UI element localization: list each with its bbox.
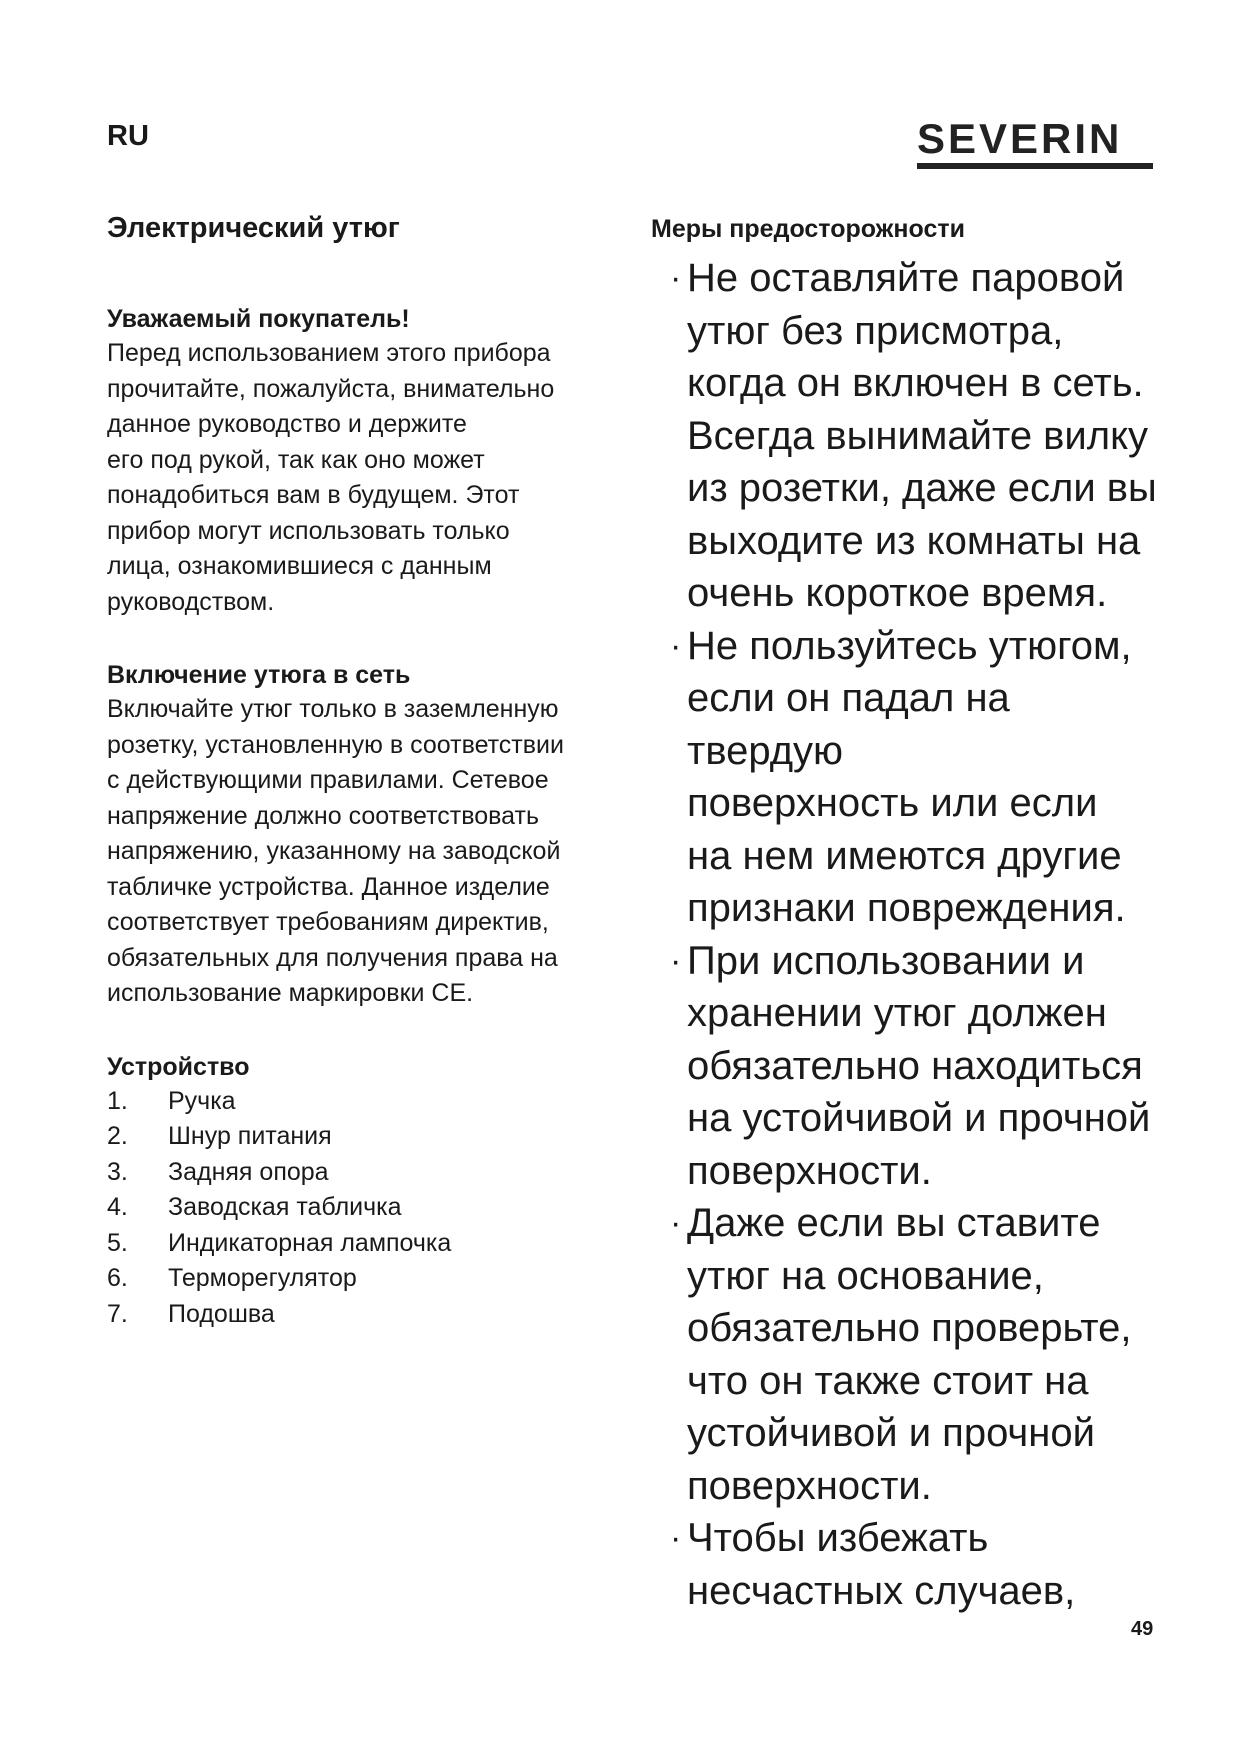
item-label: Ручка	[168, 1086, 236, 1115]
list-item	[107, 1190, 667, 1226]
brand-name: SEVERIN	[917, 115, 1123, 162]
list-item	[107, 1226, 667, 1262]
list-item	[107, 1119, 667, 1155]
page-number: 49	[1131, 1618, 1154, 1640]
section-text: Включайте утюг только в заземленную розетку, установленную в соответствии с действующими правилами. Сетевое напряжение должно соответствовать напряжению, указанному на заводской табличке устройства. Данное изделие соответствует требованиям директив, обязательных для получения права на использование маркировки CE.	[107, 695, 564, 1007]
item-number: 2.	[107, 1122, 128, 1150]
parts-list	[107, 1084, 667, 1333]
page-title: Электрический утюг	[107, 212, 400, 244]
logo-underline	[917, 163, 1153, 169]
bullet-dot-icon: ·	[670, 259, 682, 297]
bullet-text: Не пользуйтесь утюгом, если он падал на твердую поверхность или если на нем имеются другие признаки повреждения.	[687, 623, 1132, 930]
bullet-item	[651, 1512, 1171, 1617]
item-number: 3.	[107, 1157, 128, 1186]
bullet-item	[651, 620, 1171, 935]
bullet-dot-icon: ·	[670, 1519, 682, 1557]
language-code: RU	[107, 120, 149, 152]
section-dear-customer	[107, 302, 667, 620]
right-column	[651, 212, 1171, 1617]
item-number: 5.	[107, 1228, 128, 1257]
section-heading: Уважаемый покупатель!	[107, 305, 410, 333]
bullet-text: Даже если вы ставите утюг на основание, обязательно проверьте, что он также стоит на устойчивой и прочной поверхности.	[687, 1201, 1132, 1508]
bullet-item	[651, 252, 1171, 620]
bullet-dot-icon: ·	[670, 1204, 682, 1242]
list-item	[107, 1297, 667, 1333]
item-number: 6.	[107, 1264, 128, 1292]
section-heading: Устройство	[107, 1052, 250, 1081]
bullet-dot-icon: ·	[670, 941, 682, 980]
item-label: Индикаторная лампочка	[168, 1228, 452, 1257]
safety-heading: Меры предосторожности	[651, 215, 965, 243]
item-number: 4.	[107, 1193, 128, 1221]
section-heading: Включение утюга в сеть	[107, 661, 411, 689]
bullet-text: Не оставляйте паровой утюг без присмотра, когда он включен в сеть. Всегда вынимайте вилку из розетки, даже если вы выходите из комнаты на очень короткое время.	[687, 256, 1157, 615]
bullet-item	[651, 935, 1171, 1198]
item-label: Подошва	[168, 1299, 275, 1328]
bullet-text: Чтобы избежать несчастных случаев,	[687, 1516, 1076, 1613]
list-item	[107, 1084, 667, 1120]
item-label: Шнур питания	[168, 1122, 332, 1150]
item-number: 7.	[107, 1299, 128, 1328]
item-label: Заводская табличка	[168, 1193, 402, 1221]
section-device	[107, 1050, 667, 1333]
severin-logo	[917, 115, 1153, 169]
list-item	[107, 1261, 667, 1297]
section-power-connection	[107, 658, 667, 1012]
left-column	[107, 210, 667, 1332]
section-text: Перед использованием этого прибора прочитайте, пожалуйста, внимательно данное руководство и держите его под рукой, так как оно может понадобиться вам в будущем. Этот прибор могут использовать только лица, ознакомившиеся с данным руководством.	[107, 339, 555, 616]
list-item	[107, 1155, 667, 1191]
item-number: 1.	[107, 1086, 128, 1115]
safety-bullets	[651, 252, 1171, 1617]
item-label: Задняя опора	[168, 1157, 329, 1186]
bullet-text: При использовании и хранении утюг должен обязательно находиться на устойчивой и прочной поверхности.	[687, 938, 1151, 1193]
item-label: Терморегулятор	[168, 1264, 357, 1292]
bullet-dot-icon: ·	[670, 626, 682, 665]
bullet-item	[651, 1197, 1171, 1512]
